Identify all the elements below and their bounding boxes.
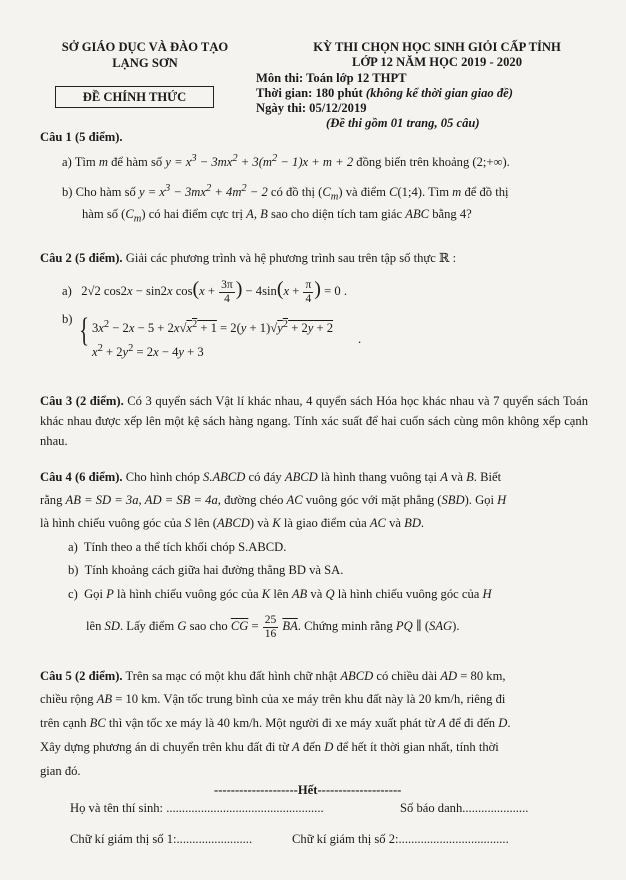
q4b: b) Tính khoảng cách giữa hai đường thẳng BD và SA. [68,563,344,577]
q4-line3: là hình chiếu vuông góc của S lên (ABCD) và K là giao điểm của AC và BD. [40,516,425,530]
q2a-equation: a) 2√2 cos2x − sin2x cos(x + $\frac{3\pi}{4}$ ) − 4sin(x + $\frac{\pi}{4}$ ) = 0 . [62,278,347,305]
q5-line2: chiều rộng AB = 10 km. Vận tốc trung bình của xe máy trên khu đất này là 20 km/h, riêng đi [40,692,506,706]
time-label: Thời gian: 180 phút [256,86,363,100]
candidate-number-field: Số báo danh..................... [400,801,529,815]
q5-line3: trên cạnh BC thì vận tốc xe máy là 40 km/h. Một người đi xe máy xuất phát từ A để đi đến D. [40,716,511,730]
candidate-name-field: Họ và tên thí sinh: .................................................. [70,801,324,815]
q1a: a) Tìm m để hàm số $y = x^3 - 3mx^2 + 3(m^2 - 1)x + m + 2$ đồng biến trên khoảng (2;+∞). [62,153,510,170]
q4-line2: rằng AB = SD = 3a, AD = SB = 4a, đường chéo AC vuông góc với mặt phẳng (SBD). Gọi H [40,493,507,507]
q4-line1: Câu 4 (6 điểm). Cho hình chóp S.ABCD có đáy ABCD là hình thang vuông tại A và B. Biết [40,470,502,484]
q5-line5: gian đó. [40,764,81,778]
q1-title: Câu 1 (5 điểm). [40,130,123,144]
exam-grade: LỚP 12 NĂM HỌC 2019 - 2020 [351,55,522,69]
province-name: LẠNG SƠN [112,55,178,70]
q4c-line1: c) Gọi P là hình chiếu vuông góc của K lên AB và Q là hình chiếu vuông góc của H [68,587,492,601]
q2-title-line: Câu 2 (5 điểm). Giải các phương trình và hệ phương trình sau trên tập số thực ℝ : [40,251,457,265]
official-exam-badge: ĐỀ CHÍNH THỨC [55,86,214,108]
subject-label: Môn thi: Toán lớp 12 THPT [256,71,407,85]
q3-paragraph: Câu 3 (2 điểm). Có 3 quyển sách Vật lí khác nhau, 4 quyển sách Hóa học khác nhau và 7 quyển sách Toán khác nhau được xếp lên một kệ sách hàng ngang. Tính xác suất để hai cuốn sách cùng môn không xếp cạnh nhau. [40,394,588,448]
q4c-line2: lên SD. Lấy điểm G sao cho $\overline{CG}$ = $\frac{25}{16}$ $\overline{BA}$. Chứng minh rằng PQ ∥ (SAG). [86,614,460,640]
proctor1-signature-field: Chữ kí giám thị số 1:........................ [70,832,253,846]
time-note: (không kể thời gian giao đề) [365,86,513,100]
q1b-line2: hàm số $(C_m)$ có hai điểm cực trị A, B sao cho diện tích tam giác ABC bằng 4? [82,207,472,225]
q4a: a) Tính theo a thể tích khối chóp S.ABCD. [68,540,287,554]
department-block [40,40,250,71]
q1b-line1: b) Cho hàm số $y = x^3 - 3mx^2 + 4m^2 - 2$ có đồ thị $(C_m)$ và điểm C(1;4). Tìm m để đồ thị [62,183,509,203]
end-marker: --------------------Hết-------------------- [214,783,402,797]
proctor2-signature-field: Chữ kí giám thị số 2:................................... [292,832,509,846]
q2b-system: b) { $3x^2 - 2x - 5 + 2x√x^2 + 1 = 2(y + 1)√y^2 + 2y + 2$ $x^2 + 2y^2 = 2x - 4y + 3$ . [62,312,362,360]
q5-line4: Xây dựng phương án di chuyển trên khu đất đi từ A đến D để hết ít thời gian nhất, tính thời [40,740,499,754]
department-name: SỞ GIÁO DỤC VÀ ĐÀO TẠO [61,40,229,54]
q5-line1: Câu 5 (2 điểm). Trên sa mạc có một khu đất hình chữ nhật ABCD có chiều dài AD = 80 km, [40,669,506,683]
time-line [256,86,513,102]
exam-title: KỲ THI CHỌN HỌC SINH GIỎI CẤP TỈNH [313,40,561,54]
pages-note: (Đề thi gồm 01 trang, 05 câu) [326,116,480,130]
date-label: Ngày thi: 05/12/2019 [256,101,367,115]
